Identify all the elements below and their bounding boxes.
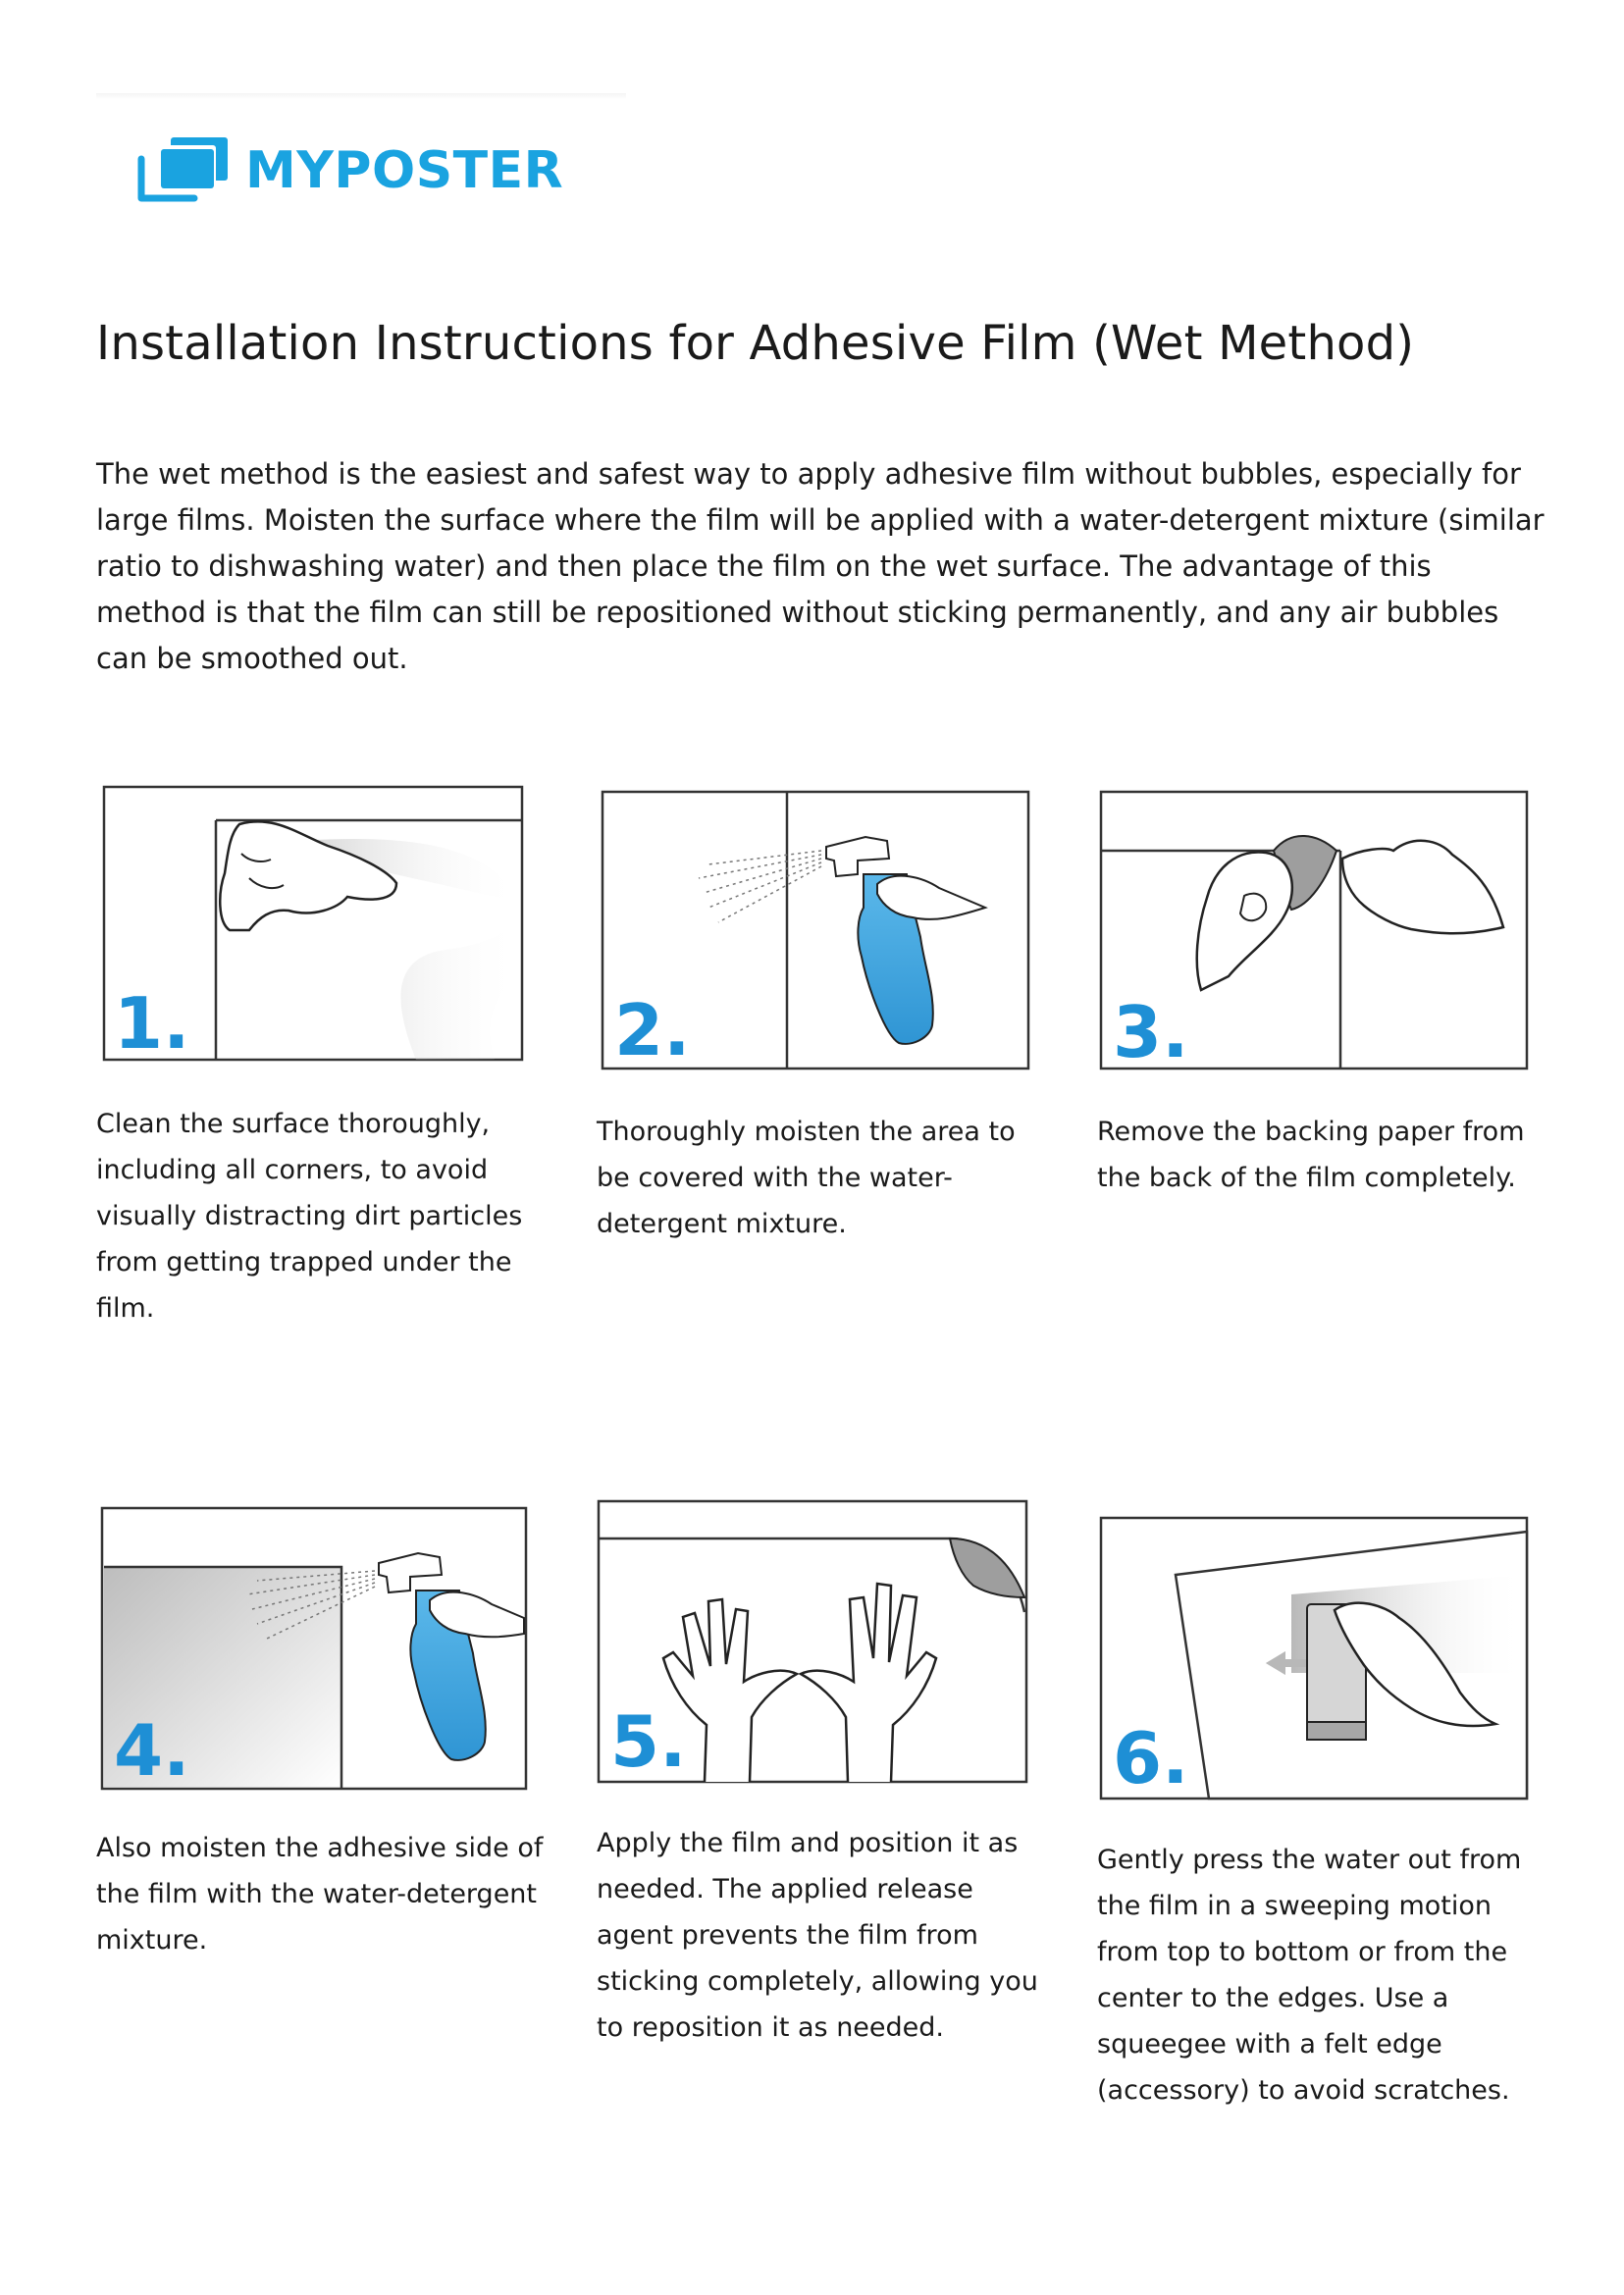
step-3-text: Remove the backing paper from the back of the film completely. xyxy=(1097,1117,1525,1193)
step-3-figure xyxy=(1099,790,1529,1070)
brand-logo[interactable] xyxy=(137,135,563,206)
logo-top-strip xyxy=(96,93,626,99)
stacked-frames-logo-icon xyxy=(137,135,232,206)
step-number: 2. xyxy=(614,989,691,1070)
peeling-backing-paper-icon xyxy=(1099,790,1529,1070)
step-number: 1. xyxy=(114,982,190,1062)
step-number: 4. xyxy=(114,1709,190,1791)
step-number: 6. xyxy=(1113,1717,1189,1799)
step-6-figure xyxy=(1099,1516,1529,1800)
brand-name: MYPOSTER xyxy=(245,141,564,200)
hands-positioning-film-icon xyxy=(597,1499,1028,1784)
step-number: 5. xyxy=(610,1700,687,1783)
step-4-text: Also moisten the adhesive side of the film with the water-detergent mixture. xyxy=(96,1833,544,1956)
step-2-figure xyxy=(601,790,1030,1070)
step-6-text: Gently press the water out from the film in a sweeping motion from top to bottom or from the center to the edges. Use a squeegee with a felt edge (accessory) to avoid scratches. xyxy=(1097,1845,1522,2106)
step-4-figure xyxy=(100,1506,528,1791)
squeegee-press-icon xyxy=(1099,1516,1529,1800)
page-title: Installation Instructions for Adhesive Film (Wet Method) xyxy=(96,316,1415,371)
intro-paragraph: The wet method is the easiest and safest way to apply adhesive film without bubbles, especially for large films. Moisten the surface where the film will be applied with a water-detergent mixture (similar ratio to dishwashing water) and then place the film on the wet surface. The advantage of this method is that the film can still be repositioned without sticking permanently, and any air bubbles can be smoothed out. xyxy=(96,457,1545,675)
spray-bottle-wall-icon xyxy=(601,790,1030,1070)
step-2-text: Thoroughly moisten the area to be covered with the water-detergent mixture. xyxy=(597,1117,1016,1239)
step-1-figure xyxy=(102,785,524,1062)
step-5-figure xyxy=(597,1499,1028,1784)
step-number: 3. xyxy=(1113,991,1189,1070)
spray-bottle-film-icon xyxy=(100,1506,528,1791)
step-5-text: Apply the film and position it as needed. The applied release agent prevents the film from sticking completely, allowing you to reposition it as needed. xyxy=(597,1828,1038,2043)
hand-wiping-surface-icon xyxy=(102,785,524,1062)
step-1-text: Clean the surface thoroughly, including all corners, to avoid visually distracting dirt particles from getting trapped under the film. xyxy=(96,1109,523,1324)
